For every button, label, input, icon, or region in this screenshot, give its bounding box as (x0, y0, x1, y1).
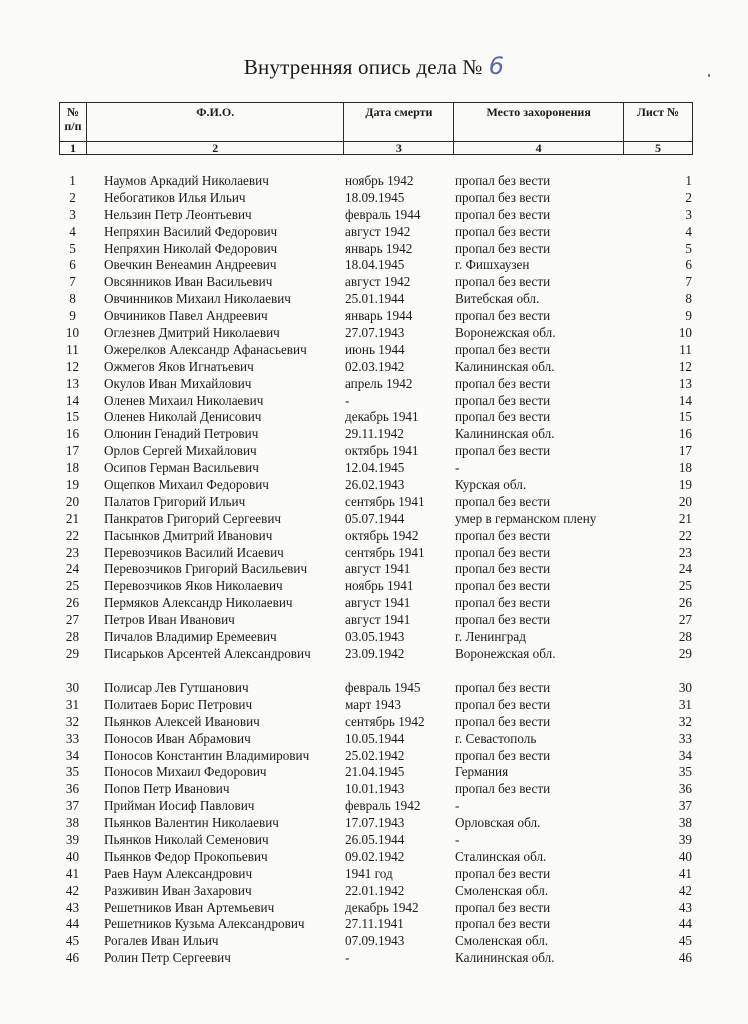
column-number-row (60, 142, 693, 155)
row-name: Ощепков Михаил Федорович (104, 477, 269, 493)
row-name: Поносов Иван Абрамович (104, 730, 251, 746)
table-row (59, 866, 693, 883)
row-burial-place: Курская обл. (455, 477, 527, 493)
row-number: 2 (69, 189, 76, 205)
row-sheet: 35 (678, 764, 692, 780)
row-name: Олюнин Генадий Петрович (104, 426, 259, 442)
table-row (59, 325, 693, 342)
table-row (59, 561, 693, 578)
column-number-4: 4 (454, 142, 624, 155)
row-sheet: 13 (678, 375, 692, 391)
row-death-date: 22.01.1942 (345, 882, 405, 898)
row-name: Наумов Аркадий Николаевич (104, 173, 269, 188)
row-number: 31 (65, 696, 80, 712)
row-burial-place: пропал без вести (455, 189, 551, 205)
row-name: Небогатиков Илья Ильич (104, 189, 246, 205)
row-death-date: 27.11.1941 (345, 916, 404, 932)
row-name: Поносов Михаил Федорович (104, 764, 267, 780)
row-burial-place: Германия (455, 764, 509, 780)
row-number: 18 (65, 460, 80, 476)
row-name: Попов Петр Иванович (104, 781, 230, 797)
row-number: 35 (65, 764, 80, 780)
row-number: 7 (69, 274, 76, 290)
handwritten-case-number: 6 (488, 52, 505, 80)
table-row (59, 274, 693, 291)
row-sheet: 29 (678, 645, 692, 661)
row-burial-place: Калининская обл. (455, 950, 555, 966)
table-row (59, 849, 693, 866)
row-death-date: октябрь 1942 (345, 527, 419, 543)
row-burial-place: Воронежская обл. (455, 645, 556, 661)
row-name: Решетников Кузьма Александрович (104, 916, 305, 932)
row-death-date: 26.05.1944 (345, 831, 405, 847)
row-number: 14 (65, 392, 80, 408)
row-death-date: 09.02.1942 (345, 848, 405, 864)
table-row (59, 342, 693, 359)
row-name: Овечкин Венеамин Андреевич (104, 257, 277, 273)
row-sheet: 42 (678, 882, 692, 898)
row-name: Перевозчиков Василий Исаевич (104, 544, 284, 560)
row-name: Политаев Борис Петрович (104, 696, 253, 712)
table-row (59, 950, 693, 967)
row-sheet: 6 (685, 257, 692, 273)
row-death-date: 17.07.1943 (345, 815, 405, 831)
table-header (59, 102, 693, 155)
table-row (59, 748, 693, 765)
row-death-date: февраль 1942 (345, 798, 421, 814)
row-sheet: 5 (685, 240, 692, 256)
row-number: 24 (65, 561, 80, 577)
row-burial-place: г. Ленинград (455, 629, 526, 645)
row-burial-place: пропал без вести (455, 916, 551, 932)
row-name: Пьянков Валентин Николаевич (104, 815, 279, 831)
table-row (59, 815, 693, 832)
row-number: 11 (66, 341, 79, 357)
row-number: 39 (65, 831, 80, 847)
row-name: Пьянков Федор Прокопьевич (104, 848, 268, 864)
row-death-date: 12.04.1945 (345, 460, 405, 476)
page-title (0, 52, 748, 80)
row-death-date: декабрь 1942 (345, 899, 419, 915)
row-number: 22 (65, 527, 80, 543)
row-death-date: август 1941 (345, 595, 411, 611)
row-name: Полисар Лев Гутшанович (104, 679, 249, 695)
row-sheet: 22 (678, 527, 692, 543)
row-name: Непряхин Николай Федорович (104, 240, 278, 256)
row-number: 42 (65, 882, 80, 898)
table-row (59, 900, 693, 917)
row-number: 4 (69, 223, 76, 239)
row-sheet: 24 (678, 561, 692, 577)
row-burial-place: пропал без вести (455, 679, 551, 695)
row-burial-place: пропал без вести (455, 865, 551, 881)
row-sheet: 21 (678, 510, 692, 526)
row-sheet: 32 (678, 713, 692, 729)
row-sheet: 3 (685, 206, 692, 222)
table-row (59, 697, 693, 714)
row-name: Пермяков Александр Николаевич (104, 595, 293, 611)
row-death-date: 25.01.1944 (345, 291, 405, 307)
row-burial-place: Орловская обл. (455, 815, 541, 831)
row-name: Ожерелков Александр Афанасьевич (104, 341, 307, 357)
row-name: Овсянников Иван Васильевич (104, 274, 273, 290)
row-death-date: 26.02.1943 (345, 477, 405, 493)
row-sheet: 20 (678, 493, 692, 509)
row-burial-place: пропал без вести (455, 375, 551, 391)
row-number: 10 (65, 325, 80, 341)
row-name: Окулов Иван Михайлович (104, 375, 252, 391)
row-burial-place: Сталинская обл. (455, 848, 547, 864)
row-number: 23 (65, 544, 80, 560)
table-row (59, 257, 693, 274)
row-sheet: 8 (685, 291, 692, 307)
row-sheet: 37 (678, 798, 692, 814)
row-sheet: 45 (678, 933, 692, 949)
row-sheet: 4 (685, 223, 692, 239)
row-death-date: апрель 1942 (345, 375, 413, 391)
row-burial-place: Воронежская обл. (455, 325, 556, 341)
row-name: Разживин Иван Захарович (104, 882, 252, 898)
title-text: Внутренняя опись дела № (243, 55, 483, 79)
row-death-date: август 1942 (345, 223, 411, 239)
row-sheet: 2 (685, 189, 692, 205)
table-row (59, 494, 693, 511)
row-name: Петров Иван Иванович (104, 612, 235, 628)
row-name: Овчинников Михаил Николаевич (104, 291, 291, 307)
table-row (59, 308, 693, 325)
row-death-date: август 1941 (345, 612, 411, 628)
table-row (59, 409, 693, 426)
row-sheet: 46 (678, 950, 692, 966)
row-number: 19 (65, 477, 80, 493)
table-row (59, 477, 693, 494)
column-number-1: 1 (60, 142, 87, 155)
table-row (59, 933, 693, 950)
row-sheet: 11 (679, 341, 692, 357)
table-row (59, 291, 693, 308)
table-row (59, 393, 693, 410)
column-header-sheet: Лист № (624, 103, 693, 142)
row-sheet: 25 (678, 578, 692, 594)
row-death-date: август 1941 (345, 561, 411, 577)
table-row (59, 781, 693, 798)
row-death-date: 05.07.1944 (345, 510, 405, 526)
table-row (59, 578, 693, 595)
row-number: 3 (69, 206, 76, 222)
table-row (59, 460, 693, 477)
row-death-date: 10.01.1943 (345, 781, 405, 797)
table-row (59, 629, 693, 646)
column-header-row (60, 103, 693, 142)
row-number: 9 (69, 308, 76, 324)
row-burial-place: пропал без вести (455, 409, 551, 425)
row-death-date: 03.05.1943 (345, 629, 405, 645)
row-death-date: 10.05.1944 (345, 730, 405, 746)
row-sheet: 18 (678, 460, 692, 476)
column-header-name: Ф.И.О. (86, 103, 343, 142)
row-death-date: ноябрь 1941 (345, 578, 414, 594)
row-name: Рогалев Иван Ильич (104, 933, 219, 949)
row-number: 8 (69, 291, 76, 307)
row-name: Ожмегов Яков Игнатьевич (104, 358, 254, 374)
row-burial-place: пропал без вести (455, 443, 551, 459)
row-sheet: 16 (678, 426, 692, 442)
row-name: Пичалов Владимир Еремеевич (104, 629, 277, 645)
row-number: 26 (65, 595, 80, 611)
row-name: Прийман Иосиф Павлович (104, 798, 255, 814)
table-row (59, 595, 693, 612)
row-number: 17 (65, 443, 80, 459)
row-burial-place: пропал без вести (455, 341, 551, 357)
row-burial-place: пропал без вести (455, 781, 551, 797)
row-burial-place: пропал без вести (455, 544, 551, 560)
table-row (59, 190, 693, 207)
row-name: Орлов Сергей Михайлович (104, 443, 257, 459)
row-sheet: 39 (678, 831, 692, 847)
row-death-date: февраль 1944 (345, 206, 421, 222)
table-row (59, 916, 693, 933)
row-name: Ролин Петр Сергеевич (104, 950, 231, 966)
row-number: 1 (69, 173, 76, 188)
row-death-date: февраль 1945 (345, 679, 421, 695)
row-burial-place: - (455, 798, 460, 814)
row-death-date: 07.09.1943 (345, 933, 405, 949)
table-row (59, 832, 693, 849)
row-death-date: 18.09.1945 (345, 189, 405, 205)
column-number-3: 3 (344, 142, 454, 155)
row-name: Решетников Иван Артемьевич (104, 899, 275, 915)
table-row (59, 528, 693, 545)
row-name: Овчиников Павел Андреевич (104, 308, 268, 324)
row-burial-place: пропал без вести (455, 206, 551, 222)
row-death-date: март 1943 (345, 696, 401, 712)
row-number: 20 (65, 493, 80, 509)
row-burial-place: г. Севастополь (455, 730, 537, 746)
row-sheet: 7 (685, 274, 692, 290)
row-death-date: сентябрь 1941 (345, 493, 425, 509)
table-row (59, 714, 693, 731)
table-row (59, 545, 693, 562)
row-death-date: январь 1942 (345, 240, 413, 256)
row-number: 41 (65, 865, 80, 881)
row-sheet: 36 (678, 781, 692, 797)
row-sheet: 14 (678, 392, 692, 408)
row-sheet: 19 (678, 477, 692, 493)
row-burial-place: Витебская обл. (455, 291, 540, 307)
row-death-date: 21.04.1945 (345, 764, 405, 780)
row-number: 25 (65, 578, 80, 594)
row-name: Осипов Герман Васильевич (104, 460, 259, 476)
table-row (59, 511, 693, 528)
row-sheet: 34 (678, 747, 692, 763)
row-burial-place: пропал без вести (455, 308, 551, 324)
table-row (59, 443, 693, 460)
row-sheet: 33 (678, 730, 692, 746)
row-sheet: 10 (678, 325, 692, 341)
row-number: 5 (69, 240, 76, 256)
column-header-number: № п/п (60, 103, 87, 142)
row-number: 34 (65, 747, 80, 763)
row-death-date: 18.04.1945 (345, 257, 405, 273)
row-number: 37 (65, 798, 80, 814)
row-burial-place: пропал без вести (455, 223, 551, 239)
row-burial-place: пропал без вести (455, 713, 551, 729)
row-burial-place: пропал без вести (455, 240, 551, 256)
row-name: Писарьков Арсентей Александрович (104, 645, 311, 661)
row-name: Пьянков Алексей Иванович (104, 713, 260, 729)
row-name: Пьянков Николай Семенович (104, 831, 269, 847)
row-number: 43 (65, 899, 80, 915)
row-sheet: 44 (678, 916, 692, 932)
row-burial-place: пропал без вести (455, 747, 551, 763)
row-number: 46 (65, 950, 80, 966)
row-number: 16 (65, 426, 80, 442)
table-row (59, 883, 693, 900)
row-number: 45 (65, 933, 80, 949)
row-sheet: 41 (678, 865, 692, 881)
table-row (59, 426, 693, 443)
row-number: 30 (65, 679, 80, 695)
table-body (59, 173, 693, 967)
row-name: Раев Наум Александрович (104, 865, 253, 881)
row-name: Нельзин Петр Леонтьевич (104, 206, 252, 222)
row-death-date: 29.11.1942 (345, 426, 404, 442)
row-sheet: 38 (678, 815, 692, 831)
row-name: Панкратов Григорий Сергеевич (104, 510, 282, 526)
row-death-date: - (345, 392, 350, 408)
row-number: 27 (65, 612, 80, 628)
row-sheet: 17 (678, 443, 692, 459)
table-row (59, 359, 693, 376)
row-sheet: 9 (685, 308, 692, 324)
row-number: 44 (65, 916, 80, 932)
row-burial-place: Смоленская обл. (455, 882, 549, 898)
row-death-date: сентябрь 1942 (345, 713, 425, 729)
row-sheet: 31 (678, 696, 692, 712)
row-number: 6 (69, 257, 76, 273)
row-burial-place: пропал без вести (455, 595, 551, 611)
row-death-date: 27.07.1943 (345, 325, 405, 341)
row-name: Оленев Михаил Николаевич (104, 392, 264, 408)
row-number: 28 (65, 629, 80, 645)
row-burial-place: г. Фишхаузен (455, 257, 530, 273)
row-number: 12 (65, 358, 80, 374)
row-sheet: 26 (678, 595, 692, 611)
row-name: Непряхин Василий Федорович (104, 223, 278, 239)
row-sheet: 28 (678, 629, 692, 645)
row-death-date: - (345, 950, 350, 966)
row-burial-place: пропал без вести (455, 612, 551, 628)
row-death-date: август 1942 (345, 274, 411, 290)
row-death-date: сентябрь 1941 (345, 544, 425, 560)
table-row (59, 224, 693, 241)
row-sheet: 12 (678, 358, 692, 374)
row-death-date: июнь 1944 (345, 341, 405, 357)
row-number: 29 (65, 645, 80, 661)
row-death-date: 02.03.1942 (345, 358, 405, 374)
row-burial-place: Калининская обл. (455, 426, 555, 442)
table-row (59, 173, 693, 190)
column-header-burial-place: Место захоронения (454, 103, 624, 142)
table-row (59, 798, 693, 815)
row-name: Перевозчиков Григорий Васильевич (104, 561, 308, 577)
row-burial-place: пропал без вести (455, 493, 551, 509)
row-sheet: 1 (685, 173, 692, 188)
row-burial-place: пропал без вести (455, 899, 551, 915)
row-burial-place: пропал без вести (455, 274, 551, 290)
row-number: 36 (65, 781, 80, 797)
row-burial-place: умер в германском плену (455, 510, 597, 526)
row-death-date: 25.02.1942 (345, 747, 405, 763)
scan-speck (708, 74, 710, 77)
row-number: 13 (65, 375, 80, 391)
row-burial-place: пропал без вести (455, 578, 551, 594)
row-death-date: январь 1944 (345, 308, 413, 324)
row-name: Пасынков Дмитрий Иванович (104, 527, 273, 543)
row-burial-place: пропал без вести (455, 561, 551, 577)
row-sheet: 23 (678, 544, 692, 560)
row-death-date: декабрь 1941 (345, 409, 419, 425)
row-number: 21 (65, 510, 80, 526)
row-burial-place: пропал без вести (455, 696, 551, 712)
table-row (59, 207, 693, 224)
row-number: 33 (65, 730, 80, 746)
row-name: Палатов Григорий Ильич (104, 493, 246, 509)
row-sheet: 15 (678, 409, 692, 425)
row-burial-place: - (455, 831, 460, 847)
row-sheet: 30 (678, 679, 692, 695)
row-death-date: ноябрь 1942 (345, 173, 414, 188)
table-row (59, 680, 693, 697)
row-death-date: 23.09.1942 (345, 645, 405, 661)
table-row (59, 646, 693, 680)
row-sheet: 27 (678, 612, 692, 628)
row-sheet: 40 (678, 848, 692, 864)
row-number: 38 (65, 815, 80, 831)
row-burial-place: пропал без вести (455, 173, 551, 188)
column-header-death-date: Дата смерти (344, 103, 454, 142)
row-number: 15 (65, 409, 80, 425)
table-row (59, 612, 693, 629)
row-death-date: октябрь 1941 (345, 443, 419, 459)
row-burial-place: - (455, 460, 460, 476)
row-number: 32 (65, 713, 80, 729)
row-number: 40 (65, 848, 80, 864)
row-sheet: 43 (678, 899, 692, 915)
row-name: Поносов Константин Владимирович (104, 747, 310, 763)
table-row (59, 764, 693, 781)
table-row (59, 731, 693, 748)
row-burial-place: пропал без вести (455, 392, 551, 408)
row-burial-place: Смоленская обл. (455, 933, 549, 949)
column-number-2: 2 (86, 142, 343, 155)
row-name: Оглезнев Дмитрий Николаевич (104, 325, 280, 341)
column-number-5: 5 (624, 142, 693, 155)
row-name: Оленев Николай Денисович (104, 409, 262, 425)
row-name: Перевозчиков Яков Николаевич (104, 578, 283, 594)
row-death-date: 1941 год (345, 865, 393, 881)
row-burial-place: пропал без вести (455, 527, 551, 543)
table-row (59, 241, 693, 258)
table-row (59, 376, 693, 393)
row-burial-place: Калининская обл. (455, 358, 555, 374)
